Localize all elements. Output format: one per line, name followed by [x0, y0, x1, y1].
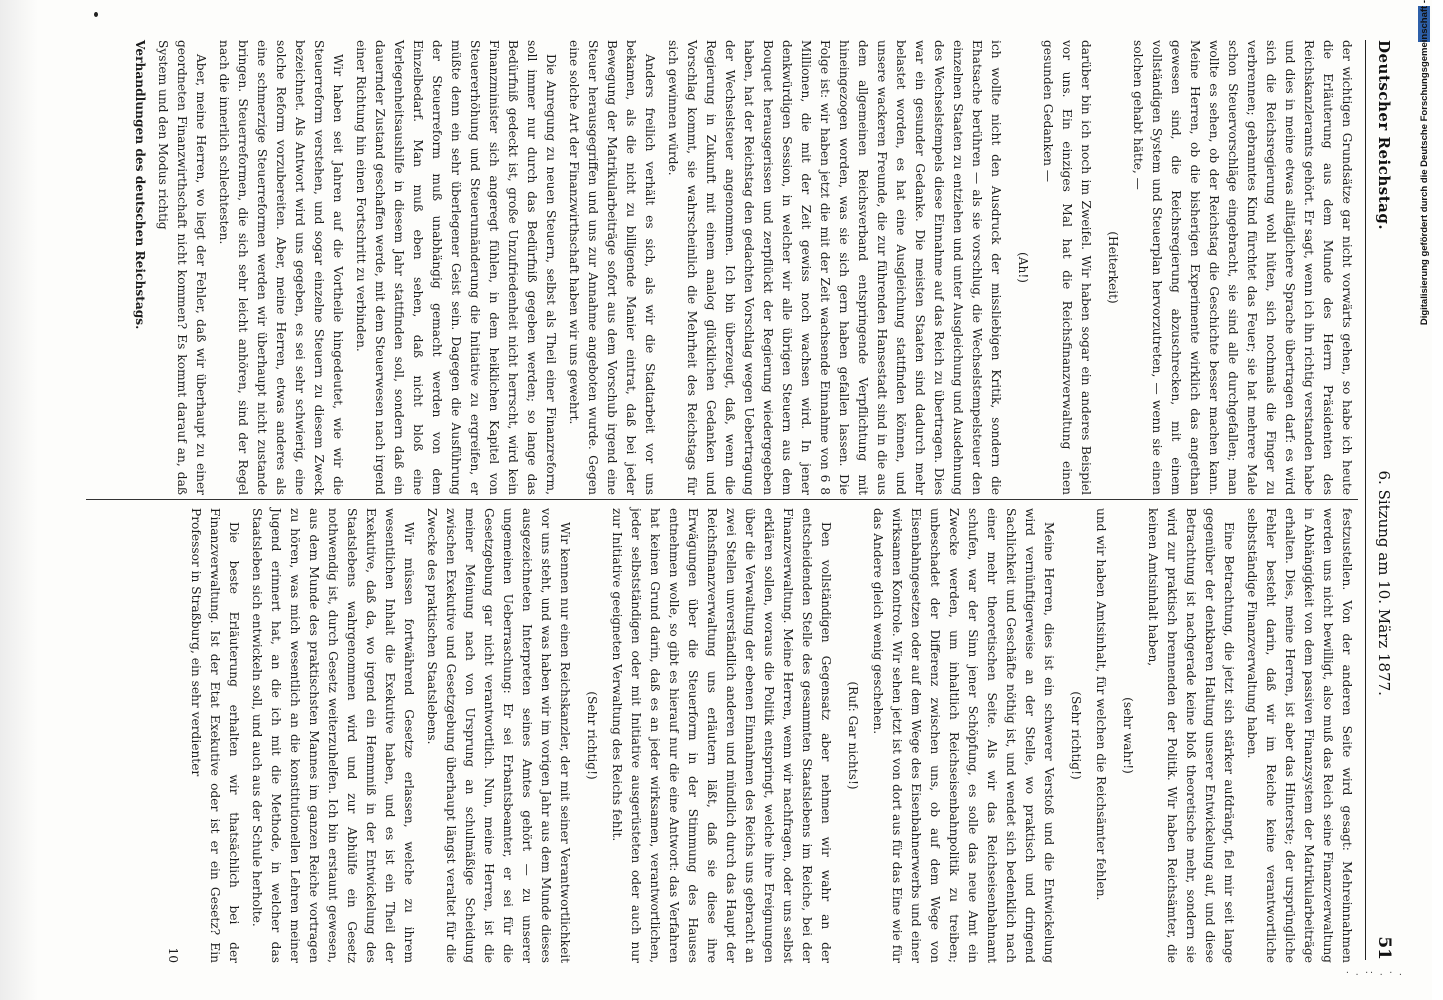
- interjection: (Ah!): [1016, 251, 1030, 284]
- paragraph: Aber, meine Herren, wo liegt der Fehler, daß wir überhaupt zu einer geordneten Finanzwirthschaft nicht kommen? Es kommt darauf an, daß System und den Modus richtig: [156, 40, 208, 495]
- interjection: (Sehr richtig!): [585, 691, 599, 780]
- publication-title: Deutscher Reichstag.: [1375, 40, 1393, 231]
- left-text-column: [86, 40, 1356, 495]
- paragraph: Wir kennen nur einen Reichskanzler, der mit seiner Verantwortlichkeit vor uns steht, und was haben wir im vorigen Jahr aus dem Munde dieses ausgezeichneten Interpreten seines Amtes gehört — zu unserer ungemeinen Ueberraschung: Er sei Erbantsbeamter, er sei für die Gesetzgebung gar nicht verantwortlich. Nun, meine Herren, ist die meiner Meinung nach von Ursprung an schulmäßige Scheidung zwischen Exekutive und Gesetzgebung überhaupt längst veraltet für die Zwecke des praktischen Staatslebens.: [425, 508, 572, 963]
- page-header: [1365, 40, 1402, 960]
- paragraph: Eine Betrachtung, die jetzt sich stärker aufdrängt, fiel mir seit lange gegenüber der denkbaren Haltung unserer Entwickelung auf, und diese Betrachtung ist nachgerade keine bloß theoretische mehr, sondern sie wird zur praktisch brennenden der Politik. Wir haben Reichsämter, die keinen Amtsinhalt haben,: [1146, 508, 1236, 963]
- scan-noise-dots: · . ·· . · .: [1345, 968, 1403, 977]
- paragraph: Den vollständigen Gegensatz aber nehmen wir wahr an der entscheidenden Stelle des gesammten Staatslebens im Reiche, bei der Finanzverwaltung. Meine Herren, wenn wir nachfragen, oder uns selbst erklären sollen, woraus die Politik entspringt, welche ihre Ereignungen über die Verwaltung der ebenen Einnahmen des Reichs uns gebracht an zwei Stellen unverständlich anderen und mündlich durch das Haupt der Reichsfinanzverwaltung uns erläutern läßt, daß sie diese ihre Erwägungen über die Steuerform in der Stimmung des Hauses entnehmen wolle, so gibt es hierauf nur die eine Antwort: das Verfahren hat keinen Grund darin, daß es an jeder wirksamen, verantwortlichen, jeder selbstständigen oder mit Initiative ausgerüsteten oder auch nur zur Initiative geeigneten Verwaltung des Reichs fehlt.: [610, 508, 833, 963]
- paragraph: und wir haben Amtsinhalt, für welchen die Reichsämter fehlen.: [1094, 508, 1108, 901]
- paragraph: Die beste Erläuterung erhalten wir thatsächlich bei der Finanzverwaltung. Ist der Etat Exekutive oder ist er ein Gesetz? Ein Professor in Straßburg, ein sehr verdienter: [189, 508, 241, 963]
- interjection: (sehr wahr!): [1121, 697, 1135, 774]
- paragraph: Wir müssen fortwährend Gesetze erlassen, welche zu ihrem wesentlichen Inhalt die Exekutive haben, und es ist ein Theil der Exekutive, daß da, wo irgend ein Hemmniß in der Entwickelung des Staatslebens wahrgenommen wird und zur Abhülfe ein Gesetz nothwendig ist, durch Gesetz weiterzuhelfen. Ich bin erstaunt gewesen, aus dem Munde des praktischsten Mannes im ganzen Reiche vortragen zu hören, was mich wesentlich an die konstitutionellen Lehren meiner Jugend erinnert hat, an die ich mit die Methode, in welcher das Staatsleben sich entwickeln soll, und auch aus der Schule herholte.: [250, 508, 416, 963]
- page-number: 51: [1374, 936, 1394, 960]
- paragraph: Verhandlungen des deutschen Reichstags.: [133, 40, 147, 330]
- sheet-signature: 10: [166, 947, 180, 963]
- rotated-document-page: [36, 0, 1416, 1000]
- paragraph: Wir haben seit Jahren auf die Vortheile hingedeutet, wie wir die Steuerreform verstehen, und sogar einzelne Steuern zu diesem Zweck bezeichnet. Als Antwort wird uns gegeben, es sei sehr schwierig, eine solche Reform vorzubereiten. Aber, meine Herren, etwas anderes als eine schmerzige Steuerreformen werden wir überhaupt nicht zustande bringen. Steuerreformen, die sich sehr leicht anhören, sind der Regel nach die innerlich schlechtesten.: [217, 40, 345, 495]
- paragraph: der wichtigen Grundsätze gar nicht vorwärts gehen, so habe ich heute die Erläuterung aus dem Munde des Herrn Präsidenten des Reichskanzleramts gehört. Er sagt, wenn ich ihn richtig verstanden habe und dies in meine etwas alltäglichere Sprache übertragen darf: es wird sich die Reichsregierung wohl hüten, sich nochmals die Finger zu verbrennen; gebranntes Kind fürchtet das Feuer; sie hat mehrere Male schon Steuervorschläge eingebracht, sie sind alle durchgefallen; man wollte es sehen, ob der Reichstag die Geschichte besser machen kann. Meine Herren, ob die bisherigen Experimente wirklich das angethan gewesen sind, die Reichsregierung abzuschrecken, mit einem vollständigen System und Steuerplan hervorzutreten, — wenn sie einen solchen gehabt hätte, —: [1131, 40, 1354, 495]
- dfg-logo-text: DFG: [1432, 13, 1442, 33]
- digitization-note: Digitalisierung gefördert durch die Deutsche Forschungsgemeinschaft -: [1418, 0, 1430, 326]
- scan-speck: [94, 12, 98, 17]
- paragraph: darüber bin ich noch im Zweifel. Wir haben sogar ein anderes Beispiel vor uns. Ein einziges Mal hat die Reichsfinanzverwaltung einen gesunden Gedanken —: [1041, 40, 1093, 495]
- paragraph: Anders freilich verhält es sich, als wir die Stadtarbeit vor uns bekamen, als die nicht zu billigende Manier eintrat, daß bei jeder Bewegung der Matrikularbeiträge sofort aus dem Vorschub irgend eine Steuer herausgegriffen und uns zur Annahme angeboten wurde. Gegen eine solche Art der Finanzwirthschaft haben wir uns gewehrt.: [567, 40, 657, 495]
- column-divider: [86, 499, 1358, 500]
- paragraph: festzustellen. Von der anderen Seite wird gesagt: Mehreinnahmen werden uns nicht bewilligt, also muß das Reich seine Finanzverwaltung in Abhängigkeit von dem passiven Finanzsystem der Matrikularbeiträge erhalten. Dies, meine Herren, ist aber das Hinterste; der ursprüngliche Fehler besteht darin, daß wir im Reiche keine verantwortliche selbstständige Finanzverwaltung haben.: [1245, 508, 1354, 963]
- paragraph: ich wollte nicht den Ausdruck der missliebigen Kritik, sondern die Ehatsache berühren — als sie vorschlug, die Wechselstempelsteuer den einzelnen Staaten zu entziehen und unter Ausgleichung und Ausdehnung des Wechselstempels diese Einnahme auf das Reich zu übertragen. Dies war ein gesunder Gedanke. Die meisten Staaten sind dadurch mehr belastet worden, es hat eine Ausgleichung stattfinden können, und unsere wackeren Freunde, die zur führenden Hansestadt sind in die aus dem allgemeinen Reichsverband entspringende Verpflichtung mit hineingezogen worden, was sie sich gern haben gefallen lassen. Die Folge ist: wir haben jetzt die mit der Zeit wachsende Einnahme von 6 8 Millionen, die mit der Zeit gewiss noch wachsen wird. In jener denkwürdigen Session, in welcher wir alle übrigen Steuern aus dem Bouquet herausgerissen und zerpflückt der Regierung wiedergegeben haben, hat der Reichstag den gedachten Vorschlag wegen Uebertragung der Wechselsteuer angenommen. Ich bin überzeugt, daß, wenn die Regierung in Zukunft mit einem analog glücklichen Gedanken und Vorschlag kommt, sie wahrscheinlich die Mehrheit des Reichstags für sich gewinnen würde.: [666, 40, 1003, 495]
- interjection: (Sehr richtig!): [1069, 691, 1083, 780]
- right-text-column: [86, 508, 1356, 963]
- paragraph: Meine Herren, dies ist ein schwerer Verstoß und die Entwickelung wird vernünftigerweise an der Stelle, wo praktisch und dringend Sachlichkeit und Geschäfte nöthig ist, und wendet sich bedenklich nach einer mehr theoretischen Seite. Als wir das Reichseisenbahnamt schufen, war der Sinn jener Schöpfung, es solle das neue Amt ein Zwecke werden, um inhaltlich Reichseisenbahnpolitik zu treiben; unbeschadet der Differenz zwischen uns, ob auf dem Wege von Eisenbahngesetzen oder auf dem Wege des Eisenbahnerwerbs und einer wirksamen Kontrole. Wir sehen jetzt ist von dort aus für das Eine wie für das Andere gleich wenig geschehen.: [871, 508, 1056, 963]
- scan-shadow-edge: [0, 0, 38, 1000]
- session-title: 6. Sitzung am 10. März 1877.: [1375, 470, 1393, 696]
- paragraph: Die Anregung zu neuen Steuern, selbst als Theil einer Finanzreform, soll immer nur durch das Bedürfniß gegeben werden; so lange das Bedürfniß gedeckt ist, große Unzufriedenheit nicht herrscht, wird kein Finanzminister sich angeregt fühlen, in dem heiklichen Kapitel von Steuererhöhung und Steuerumänderung die Initiative zu ergreifen, er müßte denn ein sehr überlegener Geist sein. Dagegen die Ausführung der Steuerreform muß unabhängig gemacht werden von dem Einzelbedarf. Man muß eben sehen, daß nicht bloß eine Verlegenheitsaushilfe in diesem Jahr stattfinden soll, sondern daß ein dauernder Zustand geschaffen werde, mit dem Steuerwesen nach irgend einer Richtung hin einen Fortschritt zu verbinden.: [354, 40, 558, 495]
- interjection: (Ruf: Gar nichts!): [846, 681, 860, 790]
- interjection: (Heiterkeit): [1106, 231, 1120, 304]
